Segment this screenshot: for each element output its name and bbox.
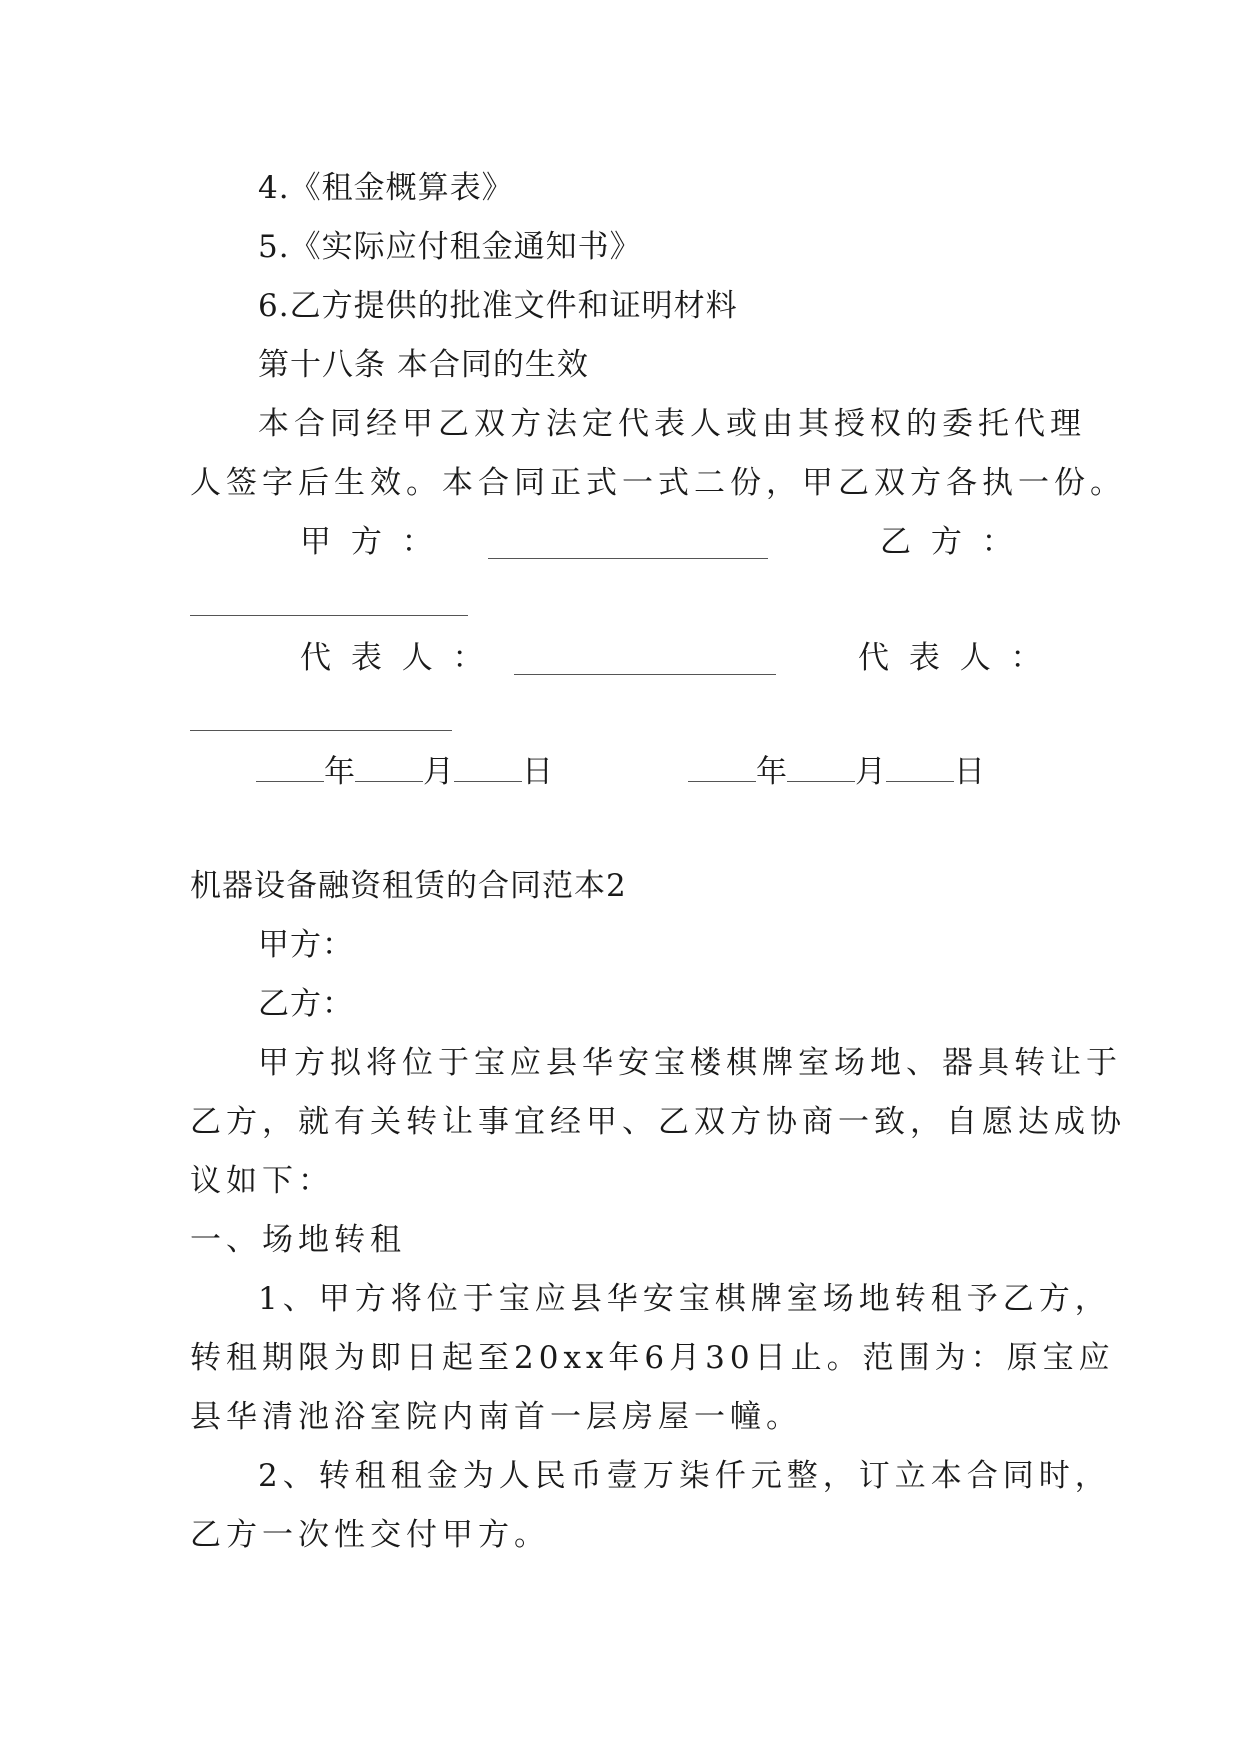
article-paragraph-line: 人签字后生效。本合同正式一式二份，甲乙双方各执一份。	[190, 465, 1126, 501]
rep-b-signature-line	[190, 729, 452, 731]
item-2-line: 乙方一次性交付甲方。	[190, 1517, 550, 1553]
party-a-label: 甲方：	[258, 927, 354, 963]
attachment-item-4: 4.《租金概算表》	[258, 170, 514, 206]
year-label: 年	[756, 754, 787, 790]
year-blank	[256, 780, 324, 782]
date-party-a	[256, 752, 553, 792]
section-title: 机器设备融资租赁的合同范本2	[190, 868, 627, 904]
month-blank	[787, 780, 855, 782]
item-2-line: 2、转租租金为人民币壹万柒仟元整，订立本合同时，	[258, 1458, 1111, 1494]
day-label: 日	[954, 754, 985, 790]
year-blank	[688, 780, 756, 782]
intro-paragraph-line: 议如下：	[190, 1163, 334, 1199]
day-label: 日	[522, 754, 553, 790]
item-1-line: 1、甲方将位于宝应县华安宝棋牌室场地转租予乙方，	[258, 1281, 1111, 1317]
attachment-item-6: 6.乙方提供的批准文件和证明材料	[258, 288, 738, 324]
party-b-signature-label: 乙 方 ：	[880, 524, 1018, 560]
party-a-signature-label: 甲 方 ：	[300, 524, 438, 560]
article-paragraph-line: 本合同经甲乙双方法定代表人或由其授权的委托代理	[258, 406, 1086, 442]
rep-a-label: 代 表 人 ：	[300, 640, 489, 676]
day-blank	[886, 780, 954, 782]
clause-heading: 一、场地转租	[190, 1222, 406, 1258]
party-a-signature-line	[488, 557, 768, 559]
rep-b-label: 代 表 人 ：	[858, 640, 1047, 676]
month-label: 月	[423, 754, 454, 790]
article-heading: 第十八条 本合同的生效	[258, 347, 589, 383]
month-label: 月	[855, 754, 886, 790]
intro-paragraph-line: 甲方拟将位于宝应县华安宝楼棋牌室场地、器具转让于	[258, 1045, 1122, 1081]
date-party-b	[688, 752, 985, 792]
month-blank	[355, 780, 423, 782]
party-b-label: 乙方：	[258, 986, 354, 1022]
item-1-line: 转租期限为即日起至20xx年6月30日止。范围为：原宝应	[190, 1340, 1115, 1376]
day-blank	[454, 780, 522, 782]
attachment-item-5: 5.《实际应付租金通知书》	[258, 229, 642, 265]
party-b-signature-line	[190, 614, 468, 616]
year-label: 年	[324, 754, 355, 790]
rep-a-signature-line	[514, 673, 776, 675]
intro-paragraph-line: 乙方，就有关转让事宜经甲、乙双方协商一致，自愿达成协	[190, 1104, 1126, 1140]
item-1-line: 县华清池浴室院内南首一层房屋一幢。	[190, 1399, 802, 1435]
